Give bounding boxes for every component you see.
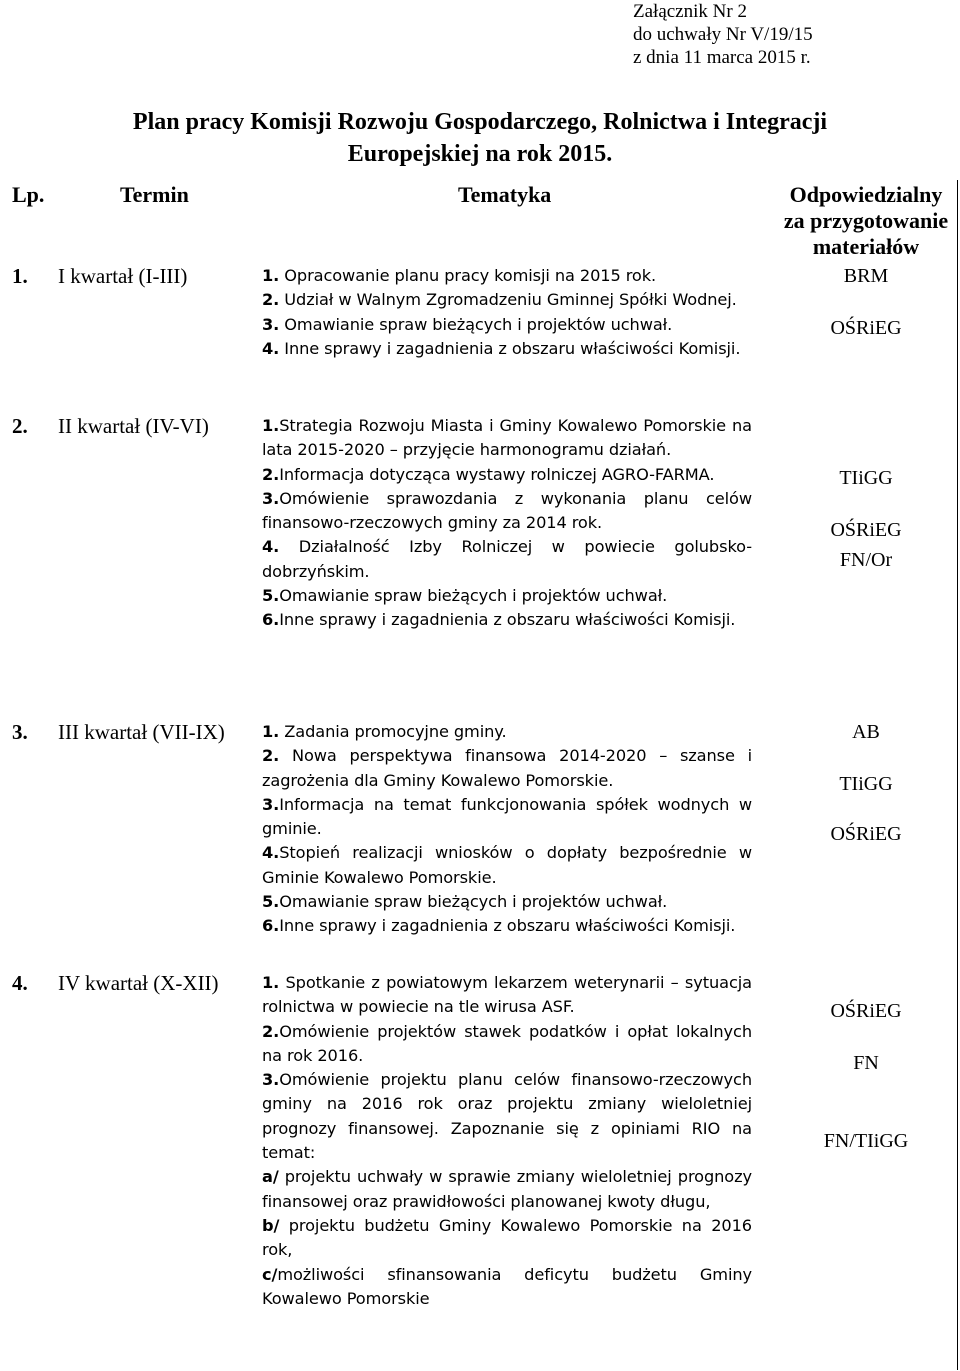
header-lp: Lp. — [12, 182, 45, 207]
topic-item: a/ projektu uchwały w sprawie zmiany wieloletniej prognozy finansowej oraz prawidłowości planowanej kwoty długu, — [262, 1167, 752, 1211]
topic-item: 3.Omówienie projektu planu celów finansowo-rzeczowych gminy na 2016 rok oraz projektu zmiany wieloletniej prognozy finansowej. Zapoznanie się z opiniami RIO na temat: — [262, 1070, 752, 1163]
header-odp-line: Odpowiedzialny — [789, 182, 943, 207]
annex-line: do uchwały Nr V/19/15 — [633, 24, 813, 45]
annex-line: z dnia 11 marca 2015 r. — [633, 47, 811, 68]
topic-item: 4. Inne sprawy i zagadnienia z obszaru właściwości Komisji. — [262, 338, 741, 358]
responsible-unit: AB — [852, 721, 880, 743]
row-number: 3. — [12, 720, 28, 744]
annex-line: Załącznik Nr 2 — [633, 1, 747, 22]
row-number: 1. — [12, 264, 28, 288]
topic-item: 3. Omawianie spraw bieżących i projektów uchwał. — [262, 314, 673, 334]
row-topics — [262, 720, 752, 939]
title-line: Europejskiej na rok 2015. — [347, 141, 613, 167]
topic-item: 3.Omówienie sprawozdania z wykonania planu celów finansowo-rzeczowych gminy za 2014 rok. — [262, 488, 752, 533]
row-number: 4. — [12, 971, 28, 995]
topic-item: 1. Opracowanie planu pracy komisji na 2015 rok. — [262, 266, 657, 285]
responsible-unit: BRM — [843, 265, 889, 287]
header-odp-line: materiałów — [812, 234, 920, 259]
document-title — [0, 106, 960, 170]
responsible-unit: TIiGG — [839, 467, 893, 489]
topic-item: 1. Zadania promocyjne gminy. — [262, 722, 507, 741]
title-line: Plan pracy Komisji Rozwoju Gospodarczego, Rolnictwa i Integracji — [132, 109, 828, 135]
responsible-unit: FN/TIiGG — [823, 1130, 909, 1152]
responsible-unit: OŚRiEG — [830, 823, 902, 845]
topic-item: 1.Strategia Rozwoju Miasta i Gminy Kowalewo Pomorskie na lata 2015-2020 – przyjęcie harmonogramu działań. — [262, 416, 752, 460]
topic-item: c/możliwości sfinansowania deficytu budżetu Gminy Kowalewo Pomorskie — [262, 1264, 752, 1308]
header-termin: Termin — [120, 182, 189, 207]
responsible-unit: FN — [853, 1052, 879, 1074]
row-term: IV kwartał (X-XII) — [58, 971, 219, 995]
topic-item: 4. Działalność Izby Rolniczej w powiecie golubsko-dobrzyńskim. — [262, 537, 752, 581]
topic-item: 3.Informacja na temat funkcjonowania spółek wodnych w gminie. — [262, 794, 752, 839]
row-topics — [262, 264, 752, 361]
column-divider — [957, 180, 958, 1370]
topic-item: 5.Omawianie spraw bieżących i projektów uchwał. — [262, 892, 668, 912]
annex-note — [633, 0, 813, 69]
row-term: I kwartał (I-III) — [58, 264, 188, 288]
topic-item: b/ projektu budżetu Gminy Kowalewo Pomorskie na 2016 rok, — [262, 1215, 752, 1260]
row-term: II kwartał (IV-VI) — [58, 414, 209, 438]
row-number: 2. — [12, 414, 28, 438]
topic-item: 4.Stopień realizacji wniosków o dopłaty bezpośrednie w Gminie Kowalewo Pomorskie. — [262, 843, 752, 887]
responsible-unit: OŚRiEG — [830, 317, 902, 339]
header-tematyka: Tematyka — [458, 182, 552, 207]
topic-item: 2.Informacja dotycząca wystawy rolniczej AGRO-FARMA. — [262, 464, 715, 484]
topic-item: 5.Omawianie spraw bieżących i projektów uchwał. — [262, 586, 668, 606]
responsible-unit: TIiGG — [839, 773, 893, 795]
responsible-unit: OŚRiEG — [830, 1000, 902, 1022]
topic-item: 6.Inne sprawy i zagadnienia z obszaru właściwości Komisji. — [262, 610, 736, 630]
header-odpowiedzialny — [775, 182, 957, 260]
topic-item: 2. Nowa perspektywa finansowa 2014-2020 – szanse i zagrożenia dla Gminy Kowalewo Pomorskie. — [262, 746, 752, 790]
responsible-unit: FN/Or — [839, 549, 893, 571]
topic-item: 6.Inne sprawy i zagadnienia z obszaru właściwości Komisji. — [262, 916, 736, 936]
header-odp-line: za przygotowanie — [783, 208, 949, 233]
topic-item: 2. Udział w Walnym Zgromadzeniu Gminnej Spółki Wodnej. — [262, 290, 737, 310]
topic-item: 1. Spotkanie z powiatowym lekarzem weterynarii – sytuacja rolnictwa w powiecie na tle wirusa ASF. — [262, 973, 752, 1017]
row-topics — [262, 971, 752, 1311]
row-term: III kwartał (VII-IX) — [58, 720, 225, 744]
responsible-unit: OŚRiEG — [830, 519, 902, 541]
topic-item: 2.Omówienie projektów stawek podatków i opłat lokalnych na rok 2016. — [262, 1021, 752, 1065]
row-topics — [262, 414, 752, 633]
